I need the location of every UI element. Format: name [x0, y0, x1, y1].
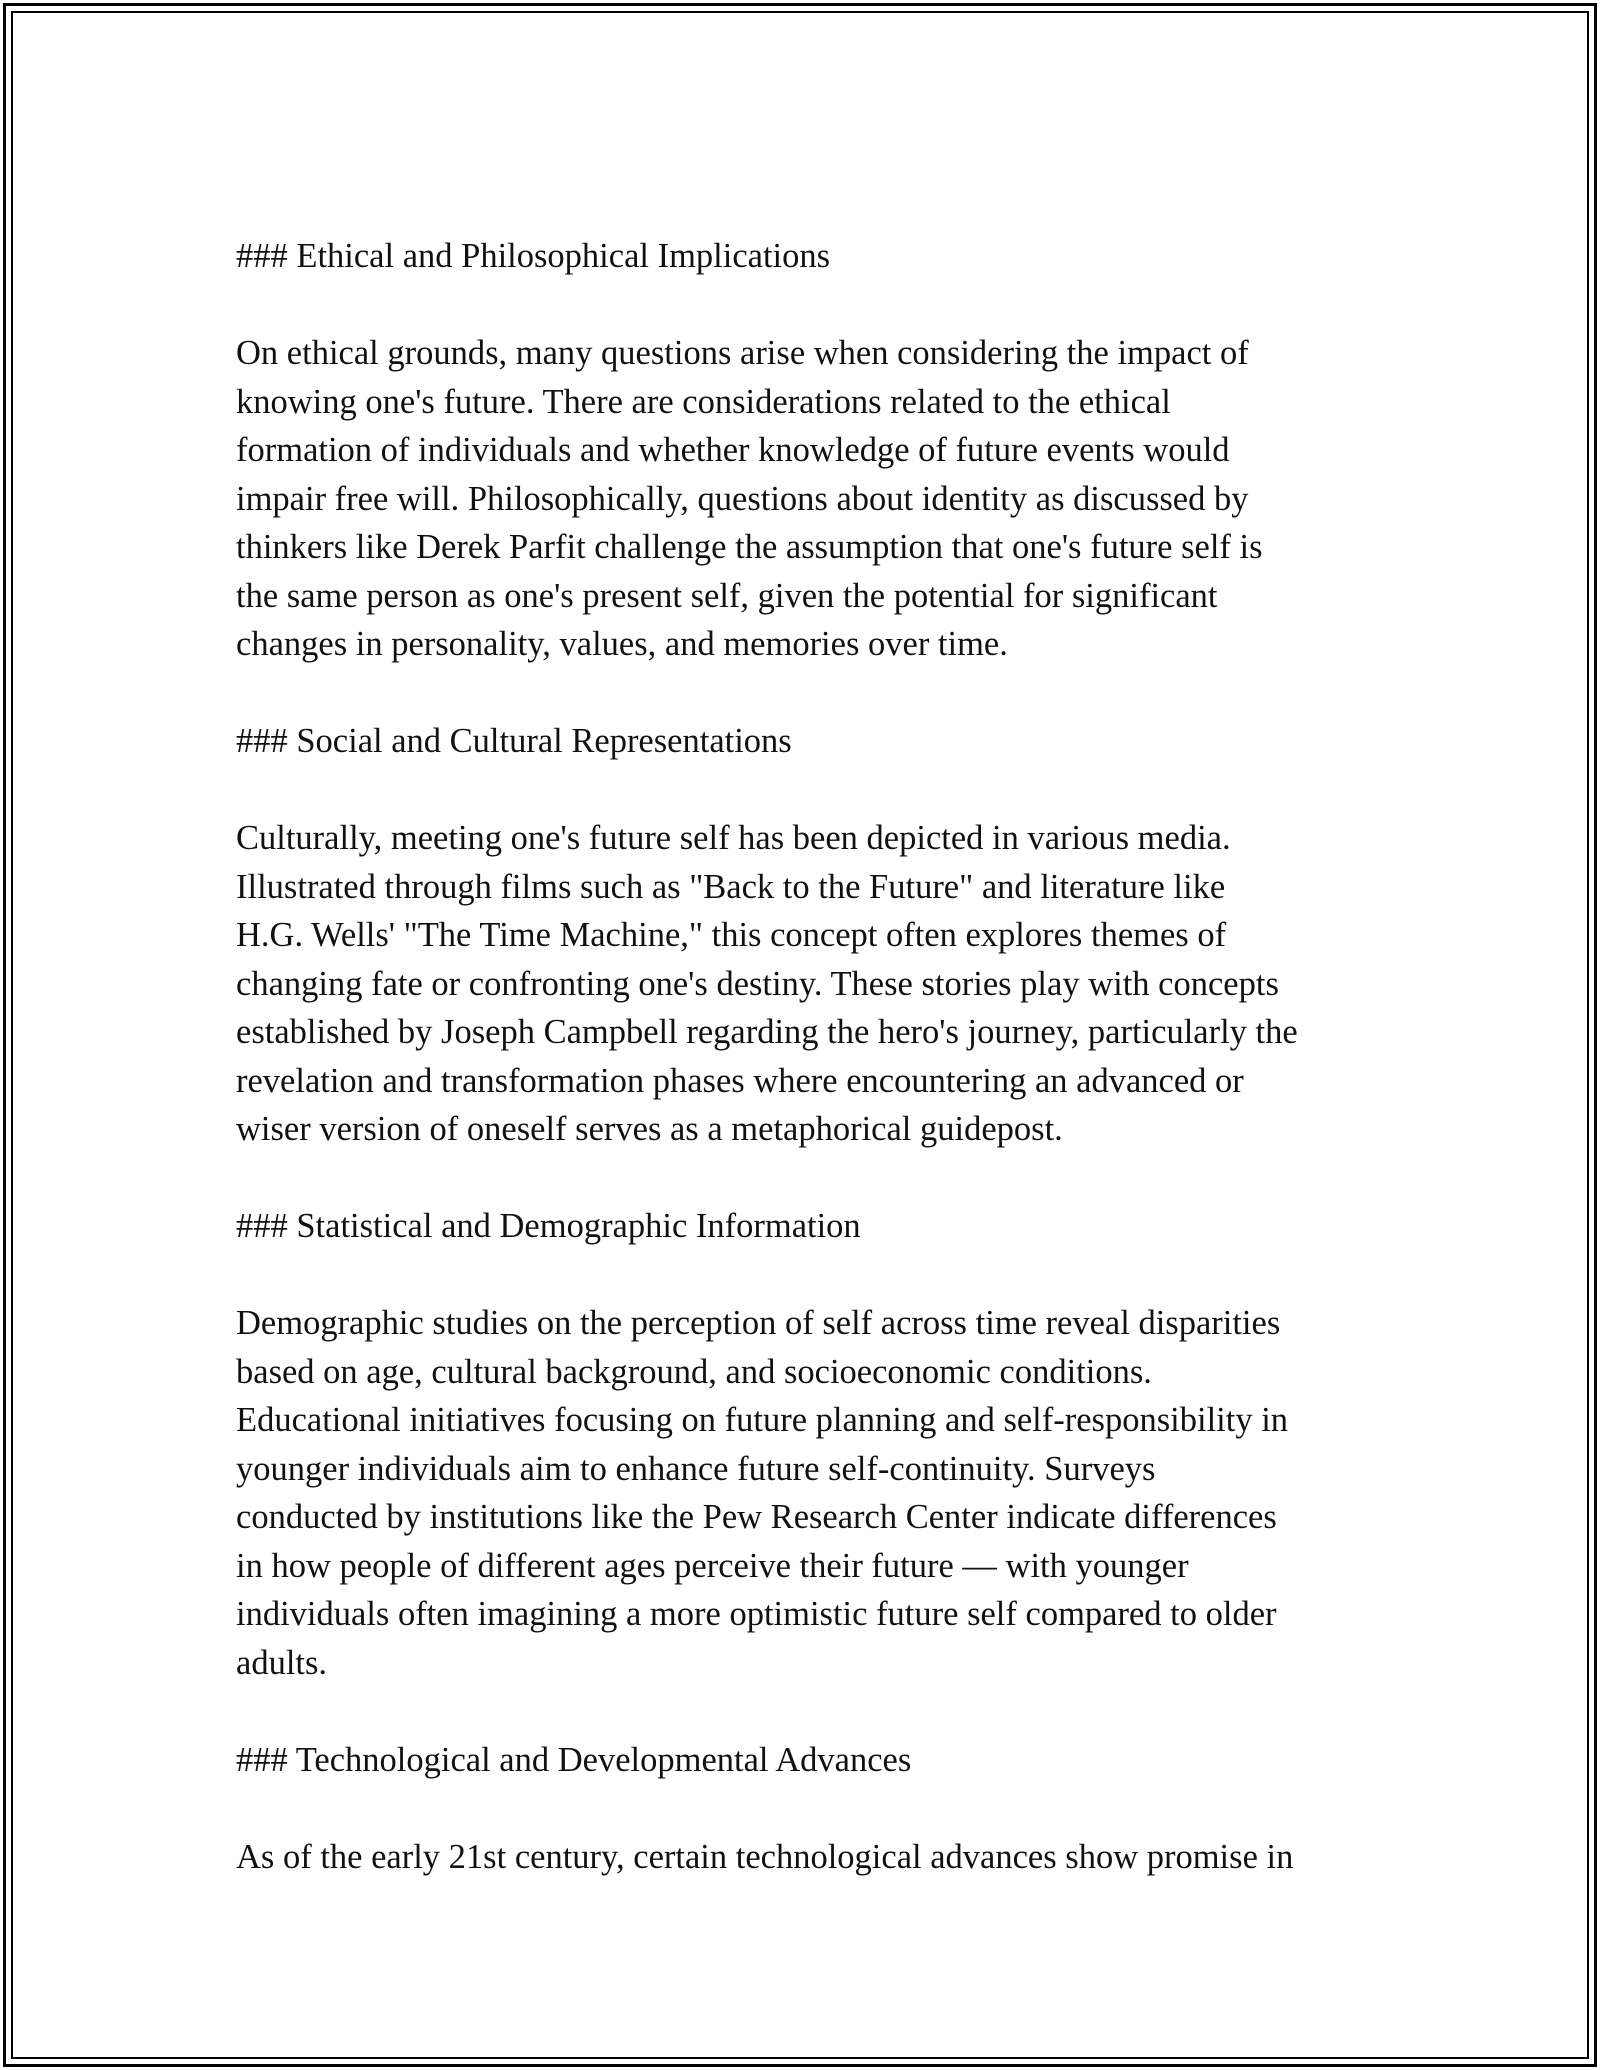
spacer: [236, 281, 1396, 330]
text-line: in how people of different ages perceive their future — with younger: [236, 1546, 1189, 1585]
paragraph-social: [236, 814, 1396, 1154]
text-line: knowing one's future. There are considerations related to the ethical: [236, 382, 1171, 421]
text-line: thinkers like Derek Parfit challenge the assumption that one's future self is: [236, 528, 1263, 566]
document-body: [236, 232, 1396, 1881]
text-line: wiser version of oneself serves as a metaphorical guidepost.: [236, 1110, 1063, 1148]
text-line: individuals often imagining a more optimistic future self compared to older: [236, 1595, 1277, 1633]
text-line: changes in personality, values, and memories over time.: [236, 625, 1008, 663]
text-line: changing fate or confronting one's destiny. These stories play with concepts: [236, 964, 1279, 1003]
text-line: revelation and transformation phases where encountering an advanced or: [236, 1061, 1244, 1100]
text-line: the same person as one's present self, given the potential for significant: [236, 576, 1218, 615]
text-line: adults.: [236, 1643, 328, 1682]
spacer: [236, 1154, 1396, 1203]
section-heading-statistical: ### Statistical and Demographic Information: [236, 1207, 861, 1245]
spacer: [236, 1687, 1396, 1736]
section-heading-social: ### Social and Cultural Representations: [236, 722, 792, 760]
text-line: Educational initiatives focusing on future planning and self-responsibility in: [236, 1401, 1289, 1439]
text-line: Culturally, meeting one's future self has been depicted in various media.: [236, 819, 1231, 857]
spacer: [236, 766, 1396, 815]
text-line: established by Joseph Campbell regarding the hero's journey, particularly the: [236, 1013, 1298, 1051]
section-heading-ethical: ### Ethical and Philosophical Implications: [236, 237, 831, 275]
paragraph-technological: [236, 1833, 1396, 1882]
spacer: [236, 669, 1396, 718]
text-line: conducted by institutions like the Pew Research Center indicate differences: [236, 1498, 1277, 1536]
paragraph-statistical: [236, 1299, 1396, 1687]
text-line: impair free will. Philosophically, questions about identity as discussed by: [236, 479, 1249, 518]
text-line: younger individuals aim to enhance future self-continuity. Surveys: [236, 1449, 1156, 1488]
section-heading-technological: ### Technological and Developmental Advances: [236, 1740, 912, 1779]
text-line: Illustrated through films such as "Back to the Future" and literature like: [236, 867, 1226, 906]
text-line: formation of individuals and whether knowledge of future events would: [236, 431, 1230, 469]
text-line: H.G. Wells' "The Time Machine," this concept often explores themes of: [236, 916, 1227, 954]
text-line: On ethical grounds, many questions arise when considering the impact of: [236, 334, 1249, 372]
spacer: [236, 1784, 1396, 1833]
paragraph-ethical: [236, 329, 1396, 669]
spacer: [236, 1251, 1396, 1300]
text-line: As of the early 21st century, certain technological advances show promise in: [236, 1837, 1294, 1876]
text-line: based on age, cultural background, and socioeconomic conditions.: [236, 1352, 1152, 1391]
text-line: Demographic studies on the perception of self across time reveal disparities: [236, 1304, 1281, 1342]
